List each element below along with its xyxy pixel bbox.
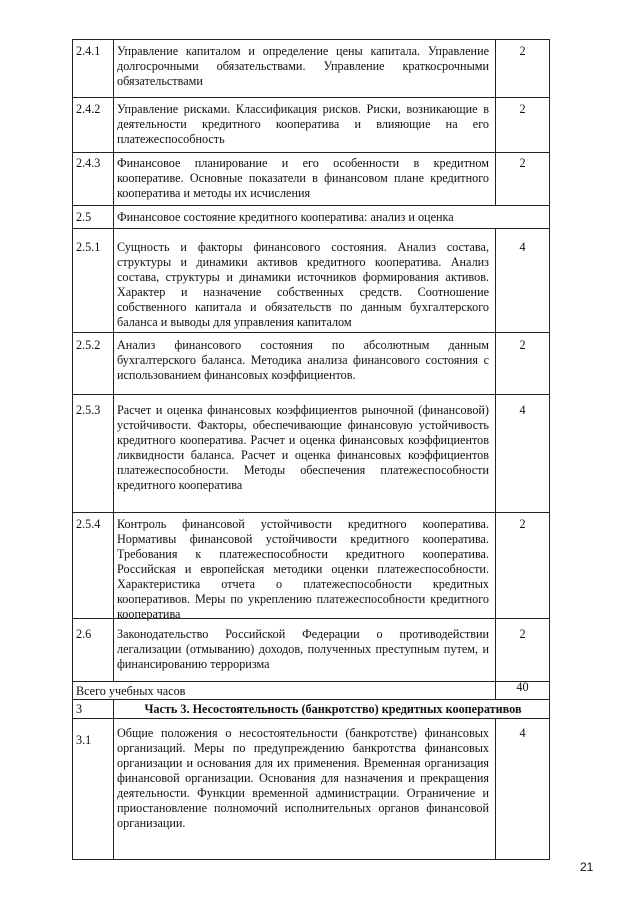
- row-topic: Анализ финансового состояния по абсолютным данным бухгалтерского баланса. Методика анализа финансового состояния с использованием финансовых коэффициентов.: [117, 338, 489, 382]
- row-number: 2.6: [76, 627, 92, 641]
- section-heading: Финансовое состояние кредитного кооператива: анализ и оценка: [117, 210, 454, 224]
- row-topic: Законодательство Российской Федерации о противодействии легализации (отмыванию) доходов, полученных преступным путем, и финансированию терроризма: [117, 627, 489, 671]
- row-hours: 2: [519, 517, 526, 531]
- row-number: 2.4.3: [76, 156, 101, 170]
- page-number: 21: [580, 860, 594, 874]
- row-topic: Сущность и факторы финансового состояния. Анализ состава, структуры и динамики активов кредитного кооператива. Анализ состава, структуры и динамики источников формирования активов. Характер и назначение собственных средств. Соотношение собственного капитала и обязательств по данным бухгалтерского баланса и выводы для управления капиталом: [117, 240, 489, 329]
- column-divider: [495, 39, 496, 205]
- row-divider: [72, 97, 550, 98]
- row-topic: Общие положения о несостоятельности (банкротстве) финансовых организаций. Меры по предупреждению банкротства финансовых организации и основания для их применения. Временная организация финансовой организации. Основания для назначения и прекращения деятельности. Функции временной администрации. Ограничение и приостановление полномочий исполнительных органов финансовой организации.: [117, 726, 489, 830]
- row-hours: 2: [519, 156, 526, 170]
- row-divider: [72, 512, 550, 513]
- row-topic: Управление капиталом и определение цены капитала. Управление долгосрочными обязательствами. Управление краткосрочными обязательствами: [117, 44, 489, 88]
- row-number: 2.5.4: [76, 517, 101, 531]
- row-divider: [72, 332, 550, 333]
- row-hours: 4: [519, 240, 526, 254]
- row-divider: [72, 394, 550, 395]
- column-divider: [113, 39, 114, 681]
- row-number: 2.4.1: [76, 44, 101, 58]
- row-divider: [72, 205, 550, 206]
- row-topic: Расчет и оценка финансовых коэффициентов рыночной (финансовой) устойчивости. Факторы, обеспечивающие финансовую устойчивость кредитного кооператива. Расчет и оценка финансовых коэффициентов ликвидности баланса. Расчет и оценка финансовых коэффициентов платежеспособности. Методы обеспечения платежеспособности кредитного кооператива: [117, 403, 489, 492]
- row-number: 2.5: [76, 210, 92, 224]
- row-hours: 4: [519, 403, 526, 417]
- row-divider: [72, 681, 550, 682]
- row-hours: 2: [519, 338, 526, 352]
- row-hours: 4: [519, 726, 526, 740]
- row-hours: 2: [519, 627, 526, 641]
- row-topic: Контроль финансовой устойчивости кредитного кооператива. Нормативы финансовой устойчивости кредитного кооператива. Требования к платежеспособности кредитного кооператива. Российская и европейская методики оценки платежеспособности. Характеристика отчета о платежеспособности кредитных кооперативов. Меры по укреплению платежеспособности кредитного кооператива: [117, 517, 489, 621]
- row-divider: [72, 228, 550, 229]
- row-divider: [72, 39, 550, 40]
- table-left-border: [72, 39, 73, 860]
- row-divider: [72, 699, 550, 700]
- row-hours: 2: [519, 44, 526, 58]
- part-title: Часть 3. Несостоятельность (банкротство) кредитных кооперативов: [144, 702, 522, 716]
- total-hours-label: Всего учебных часов: [76, 684, 186, 698]
- table-bottom-border: [72, 859, 550, 860]
- row-topic: Управление рисками. Классификация рисков. Риски, возникающие в деятельности кредитного кооператива и влияющие на его платежеспособность: [117, 102, 489, 146]
- row-divider: [72, 718, 550, 719]
- total-hours-value: 40: [516, 680, 529, 694]
- table-right-border: [549, 39, 550, 860]
- row-number: 3.1: [76, 733, 92, 747]
- part-number: 3: [76, 702, 83, 716]
- row-number: 2.4.2: [76, 102, 101, 116]
- row-divider: [72, 152, 550, 153]
- column-divider: [113, 699, 114, 859]
- row-number: 2.5.2: [76, 338, 101, 352]
- row-topic: Финансовое планирование и его особенности в кредитном кооперативе. Основные показатели в финансовом плане кредитного кооператива и методы их исчисления: [117, 156, 489, 200]
- row-hours: 2: [519, 102, 526, 116]
- row-number: 2.5.1: [76, 240, 101, 254]
- row-number: 2.5.3: [76, 403, 101, 417]
